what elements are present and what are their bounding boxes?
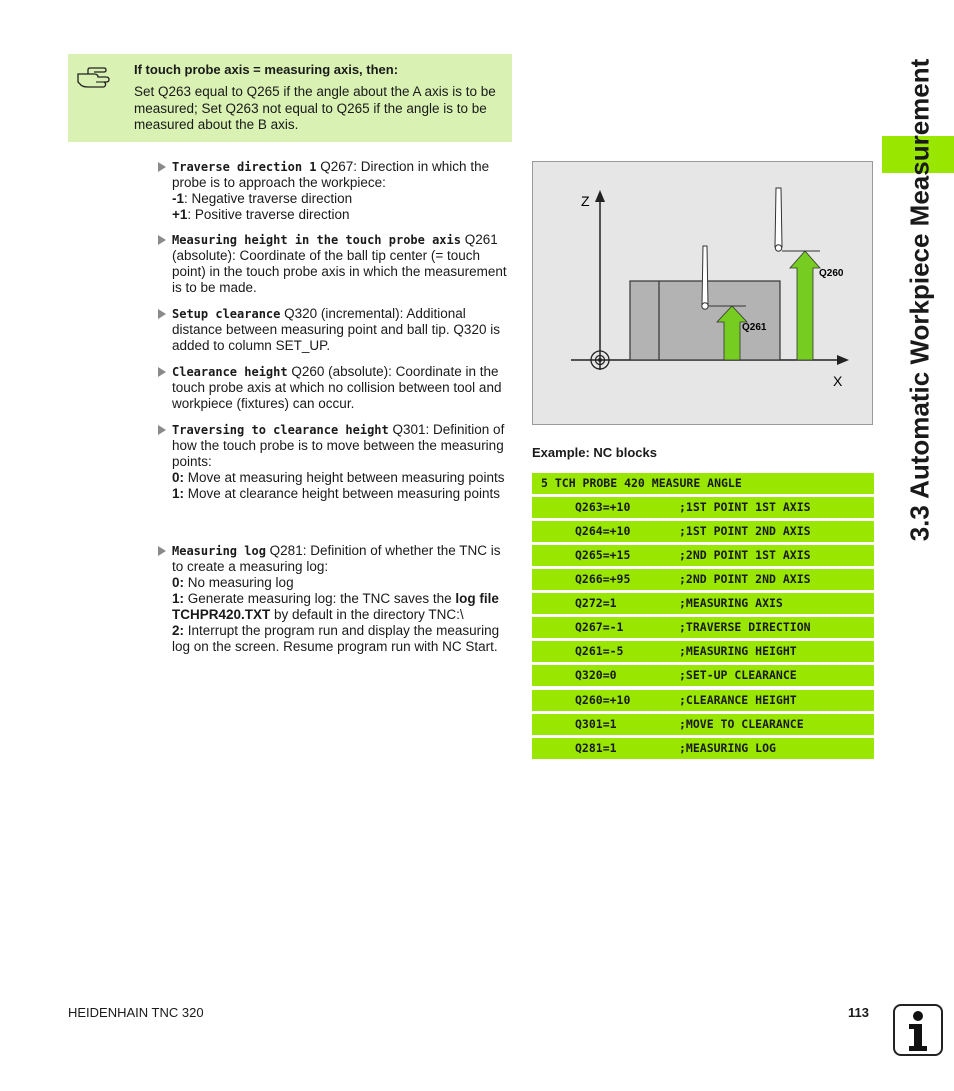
bullet-arrow-icon xyxy=(158,546,166,556)
option-value: 2: xyxy=(172,623,185,638)
param-traversing-clearance xyxy=(158,422,510,502)
param-setup-clearance xyxy=(158,306,510,354)
q260-label: Q260 xyxy=(819,268,844,279)
nc-param: Q266=+95 xyxy=(575,572,631,586)
nc-comment: ;1ST POINT 1ST AXIS xyxy=(679,500,811,514)
nc-comment: ;MEASURING LOG xyxy=(679,741,776,755)
nc-param: Q301=1 xyxy=(575,717,617,731)
bullet-arrow-icon xyxy=(158,162,166,172)
nc-comment: ;1ST POINT 2ND AXIS xyxy=(679,524,811,538)
nc-row xyxy=(532,497,874,518)
param-clearance-height xyxy=(158,364,510,412)
bullet-arrow-icon xyxy=(158,367,166,377)
log-file-name: log file TCHPR420.TXT xyxy=(172,591,499,622)
nc-param: Q263=+10 xyxy=(575,500,631,514)
z-axis-label: Z xyxy=(581,193,590,209)
bullet-arrow-icon xyxy=(158,425,166,435)
page-number: 113 xyxy=(848,1005,869,1020)
param-text: Q320 (incremental): Additional distance between measuring point and ball tip. Q320 is added to column SET_UP. xyxy=(172,306,500,353)
option-text: by default in the directory TNC:\ xyxy=(270,607,464,622)
param-text: Q260 (absolute): Coordinate in the touch probe axis at which no collision between tool and workpiece (fixtures) can occur. xyxy=(172,364,502,411)
option-text: Move at measuring height between measuring points xyxy=(184,470,505,485)
option-text: Move at clearance height between measuring points xyxy=(184,486,500,501)
bullet-arrow-icon xyxy=(158,235,166,245)
option-text: : Positive traverse direction xyxy=(187,207,350,222)
option-text: Interrupt the program run and display the measuring log on the screen. Resume program run with NC Start. xyxy=(172,623,500,654)
param-name: Traverse direction 1 xyxy=(172,160,317,174)
nc-header-text: 5 TCH PROBE 420 MEASURE ANGLE xyxy=(541,476,742,490)
nc-row xyxy=(532,545,874,566)
note-box xyxy=(68,54,512,142)
nc-param: Q264=+10 xyxy=(575,524,631,538)
param-text: Q301: Definition of how the touch probe is to move between the measuring points: xyxy=(172,422,505,469)
option-value: 1: xyxy=(172,591,185,606)
nc-row xyxy=(532,714,874,735)
nc-row xyxy=(532,617,874,638)
option-text: Generate measuring log: the TNC saves the xyxy=(184,591,456,606)
q260-arrow xyxy=(790,251,820,360)
param-text: Q267: Direction in which the probe is to approach the workpiece: xyxy=(172,159,490,190)
nc-row xyxy=(532,665,874,686)
nc-param: Q281=1 xyxy=(575,741,617,755)
nc-row xyxy=(532,690,874,711)
nc-comment: ;MEASURING AXIS xyxy=(679,596,783,610)
option-text: No measuring log xyxy=(184,575,294,590)
footer-text: HEIDENHAIN TNC 320 xyxy=(68,1005,204,1020)
param-text: Q281: Definition of whether the TNC is to create a measuring log: xyxy=(172,543,501,574)
param-name: Setup clearance xyxy=(172,307,281,321)
nc-param: Q320=0 xyxy=(575,668,617,682)
option-value: +1 xyxy=(172,207,188,222)
param-text: Q261 (absolute): Coordinate of the ball tip center (= touch point) in the touch probe axis in which the measurement is to be made. xyxy=(172,232,507,295)
param-name: Measuring log xyxy=(172,544,266,558)
note-heading: If touch probe axis = measuring axis, then: xyxy=(134,62,399,77)
param-name: Measuring height in the touch probe axis xyxy=(172,233,461,247)
nc-param: Q265=+15 xyxy=(575,548,631,562)
nc-row xyxy=(532,593,874,614)
probe-diagram-graphic xyxy=(533,162,872,424)
nc-comment: ;TRAVERSE DIRECTION xyxy=(679,620,811,634)
option-value: -1 xyxy=(172,191,185,206)
nc-comment: ;SET-UP CLEARANCE xyxy=(679,668,797,682)
param-measuring-height xyxy=(158,232,510,296)
nc-comment: ;2ND POINT 1ST AXIS xyxy=(679,548,811,562)
nc-param: Q267=-1 xyxy=(575,620,624,634)
param-traverse-direction xyxy=(158,159,510,223)
param-name: Traversing to clearance height xyxy=(172,423,389,437)
nc-comment: ;2ND POINT 2ND AXIS xyxy=(679,572,811,586)
option-text: : Negative traverse direction xyxy=(184,191,353,206)
nc-param: Q272=1 xyxy=(575,596,617,610)
nc-block-header xyxy=(532,473,874,494)
nc-row xyxy=(532,569,874,590)
option-value: 0: xyxy=(172,575,185,590)
note-body: Set Q263 equal to Q265 if the angle about the A axis is to be measured; Set Q263 not equal to Q265 if the angle is to be measured about the B axis. xyxy=(134,84,496,132)
nc-comment: ;MOVE TO CLEARANCE xyxy=(679,717,804,731)
nc-row xyxy=(532,738,874,759)
probe-diagram xyxy=(532,161,873,425)
nc-comment: ;CLEARANCE HEIGHT xyxy=(679,693,797,707)
param-measuring-log xyxy=(158,543,510,655)
nc-param: Q260=+10 xyxy=(575,693,631,707)
param-name: Clearance height xyxy=(172,365,288,379)
nc-row xyxy=(532,521,874,542)
info-icon xyxy=(893,1004,943,1056)
pointing-hand-icon xyxy=(76,64,112,90)
nc-row xyxy=(532,641,874,662)
section-title: 3.3 Automatic Workpiece Measurement xyxy=(904,58,935,542)
nc-comment: ;MEASURING HEIGHT xyxy=(679,644,797,658)
x-axis-label: X xyxy=(833,373,843,389)
nc-param: Q261=-5 xyxy=(575,644,624,658)
example-heading: Example: NC blocks xyxy=(532,445,657,460)
bullet-arrow-icon xyxy=(158,309,166,319)
q261-label: Q261 xyxy=(742,322,767,333)
option-value: 1: xyxy=(172,486,185,501)
option-value: 0: xyxy=(172,470,185,485)
